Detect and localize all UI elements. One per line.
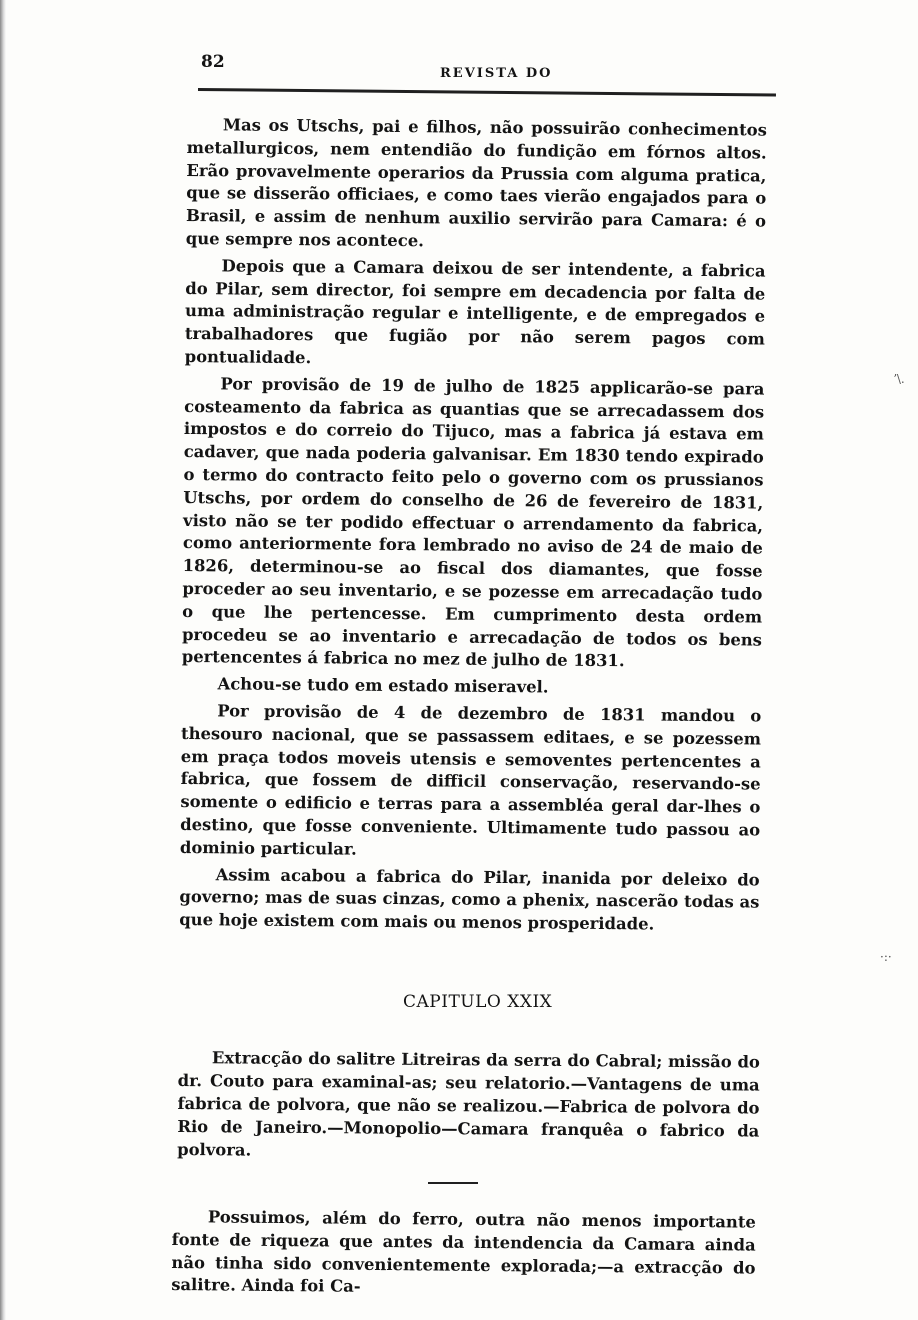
- print-speck: ʼ\.: [893, 372, 905, 386]
- paragraph: Por provisão de 4 de dezembro de 1831 mandou o thesouro nacional, que se passassem editaes, e se pozessem em praça todos moveis utensis e semoventes pertencentes a fabrica, que fossem de difficil conservação, reservando-se somente o edificio e terras para a assembléa geral dar-lhes o destino, que fosse conveniente. Ultimamente tudo passou ao dominio particular.: [179, 701, 762, 859]
- paragraph: Achou-se tudo em estado miseravel.: [217, 674, 549, 697]
- paragraph: Mas os Utschs, pai e filhos, não possuirão conhecimentos metallurgicos, nem entendião do fundição em fórnos altos. Erão provavelmente operarios da Prussia com alguma pratica, que se disserão officiaes, e como taes vierão engajados para o Brasil, e assim de nenhum auxilio servirão para Camara: é o que sempre nos acontece.: [185, 115, 767, 251]
- header-rule: [198, 88, 776, 97]
- paragraph: Assim acabou a fabrica do Pilar, inanida por deleixo do governo; mas de suas cinzas, como a phenix, nascerão todas as que hoje existem com mais ou menos prosperidade.: [179, 864, 760, 934]
- page-number: 82: [201, 52, 225, 72]
- chapter-summary: Extracção do salitre Litreiras da serra do Cabral; missão do dr. Couto para examinal-as; seu relatorio.—Vantagens de uma fabrica de polvora, que não se realizou.—Fabrica de polvora do Rio de Janeiro.—Monopolio—Camara franquêa o fabrico da polvora.: [177, 1048, 760, 1160]
- section-divider: [428, 1182, 478, 1184]
- chapter-title: CAPITULO XXIX: [403, 992, 553, 1012]
- paragraph: Depois que a Camara deixou de ser intendente, a fabrica do Pilar, sem director, foi sempre em decadencia por falta de uma administração regular e intelligente, e de empregados e trabalhadores que fugião por não serem pagos com pontualidade.: [184, 256, 766, 368]
- closing-text: [171, 1206, 756, 1307]
- paragraph: Por provisão de 19 de julho de 1825 applicarão-se para costeamento da fabrica as quantias que se arrecadassem dos impostos e do correio do Tijuco, mas a fabrica já estava em cadaver, que nada poderia galvanisar. Em 1830 tendo expirado o termo do contracto feito pelo o governo com os prussianos Utschs, por ordem do conselho de 26 de fevereiro de 1831, visto não se ter podido effectuar o arrendamento da fabrica, como anteriormente fora lembrado no aviso de 24 de maio de 1826, determinou-se ao fiscal dos diamantes, que fosse proceder ao seu inventario, e se pozesse em arrecadação tudo o que lhe pertencesse. Em cumprimento desta ordem procedeu se ao inventario e arrecadação de todos os bens pertencentes á fabrica no mez de julho de 1831.: [181, 374, 765, 671]
- body-text: [179, 114, 767, 941]
- running-head: REVISTA DO: [440, 66, 553, 81]
- binding-shadow: [0, 0, 6, 1320]
- print-speck: ·:·: [880, 950, 892, 964]
- paragraph: Possuimos, além do ferro, outra não menos importante fonte de riqueza que antes da intendencia da Camara ainda não tinha sido convenientemente explorada;—a extracção do salitre. Ainda foi Ca-: [171, 1207, 756, 1297]
